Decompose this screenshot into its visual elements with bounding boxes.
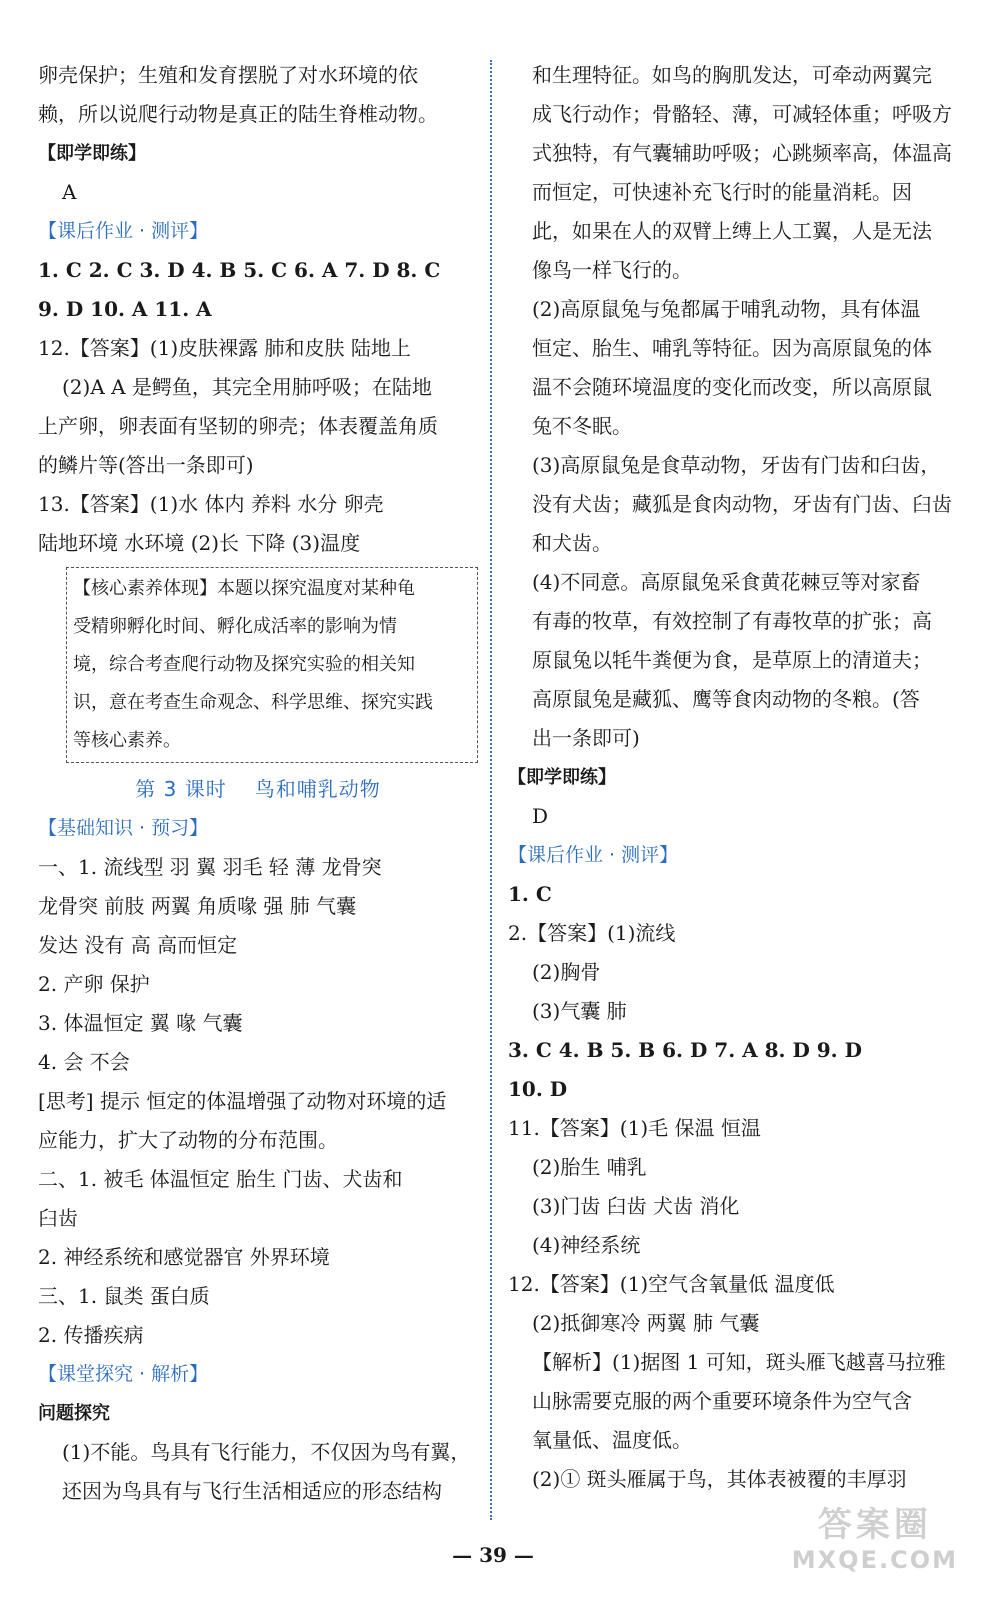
answer-line: 1. C <box>508 882 552 906</box>
section-heading-class: 【课堂探究 · 解析】 <box>38 1363 209 1385</box>
text-line: 龙骨突 前肢 两翼 角质喙 强 肺 气囊 <box>38 894 357 918</box>
answer-line: 11.【答案】(1)毛 保温 恒温 <box>508 1116 761 1140</box>
core-line: 境，综合考查爬行动物及探究实验的相关知 <box>73 654 415 675</box>
text-line: 成飞行动作；骨骼轻、薄，可减轻体重；呼吸方 <box>532 102 952 126</box>
choice-answers: 9. D 10. A 11. A <box>38 297 212 321</box>
analysis-line: 【解析】(1)据图 1 可知，斑头雁飞越喜马拉雅 <box>532 1350 946 1374</box>
text-line: 式独特，有气囊辅助呼吸；心跳频率高，体温高 <box>532 141 952 165</box>
watermark-url: MXQE.COM <box>791 1546 958 1574</box>
lesson-number: 第 3 课时 <box>135 777 227 801</box>
text-line: (1)不能。鸟具有飞行能力，不仅因为鸟有翼， <box>62 1440 471 1464</box>
think-hint: 应能力，扩大了动物的分布范围。 <box>38 1128 338 1152</box>
text-line: 高原鼠兔是藏狐、鹰等食肉动物的冬粮。(答 <box>532 687 920 711</box>
core-line: 受精卵孵化时间、孵化成活率的影响为情 <box>73 616 397 637</box>
text-line: 2. 神经系统和感觉器官 外界环境 <box>38 1245 330 1269</box>
text-line: (3)高原鼠兔是食草动物，牙齿有门齿和臼齿， <box>532 453 941 477</box>
core-line: 等核心素养。 <box>73 730 181 751</box>
choice-answers: 1. C 2. C 3. D 4. B 5. C 6. A 7. D 8. C <box>38 258 441 282</box>
answer-line: 的鳞片等(答出一条即可) <box>38 453 254 477</box>
text-line: 一、1. 流线型 羽 翼 羽毛 轻 薄 龙骨突 <box>38 855 382 879</box>
watermark-text: 答案圈 <box>817 1505 932 1545</box>
page-number: — 39 — <box>452 1543 534 1567</box>
answer-line: (2)A A 是鳄鱼，其完全用肺呼吸；在陆地 <box>62 375 432 399</box>
text-line: 出一条即可) <box>532 726 640 750</box>
answer-line: (4)神经系统 <box>532 1233 641 1257</box>
text-line: 2. 传播疾病 <box>38 1323 144 1347</box>
practice-answer: D <box>532 804 549 828</box>
text-line: (2)高原鼠兔与兔都属于哺乳动物，具有体温 <box>532 297 921 321</box>
text-line: 温不会随环境温度的变化而改变，所以高原鼠 <box>532 375 932 399</box>
text-line: 三、1. 鼠类 蛋白质 <box>38 1284 210 1308</box>
watermark-logo <box>792 1497 958 1574</box>
section-heading-homework: 【课后作业 · 测评】 <box>38 220 209 242</box>
answer-line: (2)胎生 哺乳 <box>532 1155 647 1179</box>
section-heading-homework: 【课后作业 · 测评】 <box>508 844 679 866</box>
text-line: 此，如果在人的双臂上缚上人工翼，人是无法 <box>532 219 932 243</box>
answer-line: 陆地环境 水环境 (2)长 下降 (3)温度 <box>38 531 361 555</box>
answer-line: (3)门齿 臼齿 犬齿 消化 <box>532 1194 740 1218</box>
lesson-name: 鸟和哺乳动物 <box>254 777 381 801</box>
practice-answer: A <box>62 180 77 204</box>
text-line: 发达 没有 高 高而恒定 <box>38 933 238 957</box>
text-line: 原鼠兔以牦牛粪便为食，是草原上的清道夫； <box>532 648 932 672</box>
text-line: 赖，所以说爬行动物是真正的陆生脊椎动物。 <box>38 102 438 126</box>
answer-line: 2.【答案】(1)流线 <box>508 921 676 945</box>
core-line: 【核心素养体现】本题以探究温度对某种龟 <box>73 578 415 599</box>
answer-line: (3)气囊 肺 <box>532 999 627 1023</box>
column-divider <box>490 60 492 1520</box>
text-line: 有毒的牧草，有效控制了有毒牧草的扩张；高 <box>532 609 932 633</box>
left-column <box>38 56 478 1511</box>
core-literacy-box <box>66 567 478 763</box>
answer-line: 13.【答案】(1)水 体内 养料 水分 卵壳 <box>38 492 384 516</box>
text-line: 而恒定，可快速补充飞行时的能量消耗。因 <box>532 180 912 204</box>
core-line: 识，意在考查生命观念、科学思维、探究实践 <box>73 692 433 713</box>
text-line: 和生理特征。如鸟的胸肌发达，可牵动两翼完 <box>532 63 932 87</box>
section-heading-basics: 【基础知识 · 预习】 <box>38 817 209 839</box>
text-line: 3. 体温恒定 翼 喙 气囊 <box>38 1011 243 1035</box>
choice-answers: 3. C 4. B 5. B 6. D 7. A 8. D 9. D <box>508 1038 862 1062</box>
answer-line: 10. D <box>508 1077 568 1101</box>
text-line: 像鸟一样飞行的。 <box>532 258 692 282</box>
text-line: 臼齿 <box>38 1206 78 1230</box>
answer-line: 上产卵，卵表面有坚韧的卵壳；体表覆盖角质 <box>38 414 438 438</box>
text-line: 2. 产卵 保护 <box>38 972 150 996</box>
problem-explore-heading: 问题探究 <box>38 1403 110 1424</box>
text-line: 还因为鸟具有与飞行生活相适应的形态结构 <box>62 1479 442 1503</box>
analysis-line: 山脉需要克服的两个重要环境条件为空气含 <box>532 1389 912 1413</box>
analysis-line: (2)① 斑头雁属于鸟，其体表被覆的丰厚羽 <box>532 1467 907 1491</box>
section-heading-practice: 【即学即练】 <box>38 143 146 164</box>
section-heading-practice: 【即学即练】 <box>508 767 616 788</box>
text-line: 和犬齿。 <box>532 531 612 555</box>
text-line: 二、1. 被毛 体温恒定 胎生 门齿、犬齿和 <box>38 1167 403 1191</box>
text-line: 兔不冬眠。 <box>532 414 632 438</box>
text-line: (4)不同意。高原鼠兔采食黄花棘豆等对家畜 <box>532 570 921 594</box>
answer-line: (2)胸骨 <box>532 960 601 984</box>
analysis-line: 氧量低、温度低。 <box>532 1428 692 1452</box>
answer-line: 12.【答案】(1)皮肤裸露 肺和皮肤 陆地上 <box>38 336 411 360</box>
right-column <box>508 56 952 1499</box>
lesson-title <box>38 769 478 809</box>
text-line: 卵壳保护；生殖和发育摆脱了对水环境的依 <box>38 63 418 87</box>
text-line: 恒定、胎生、哺乳等特征。因为高原鼠兔的体 <box>532 336 932 360</box>
text-line: 4. 会 不会 <box>38 1050 130 1074</box>
answer-line: 12.【答案】(1)空气含氧量低 温度低 <box>508 1272 835 1296</box>
text-line: 没有犬齿；藏狐是食肉动物，牙齿有门齿、臼齿 <box>532 492 952 516</box>
think-hint: [思考] 提示 恒定的体温增强了动物对环境的适 <box>38 1089 447 1113</box>
answer-line: (2)抵御寒冷 两翼 肺 气囊 <box>532 1311 760 1335</box>
